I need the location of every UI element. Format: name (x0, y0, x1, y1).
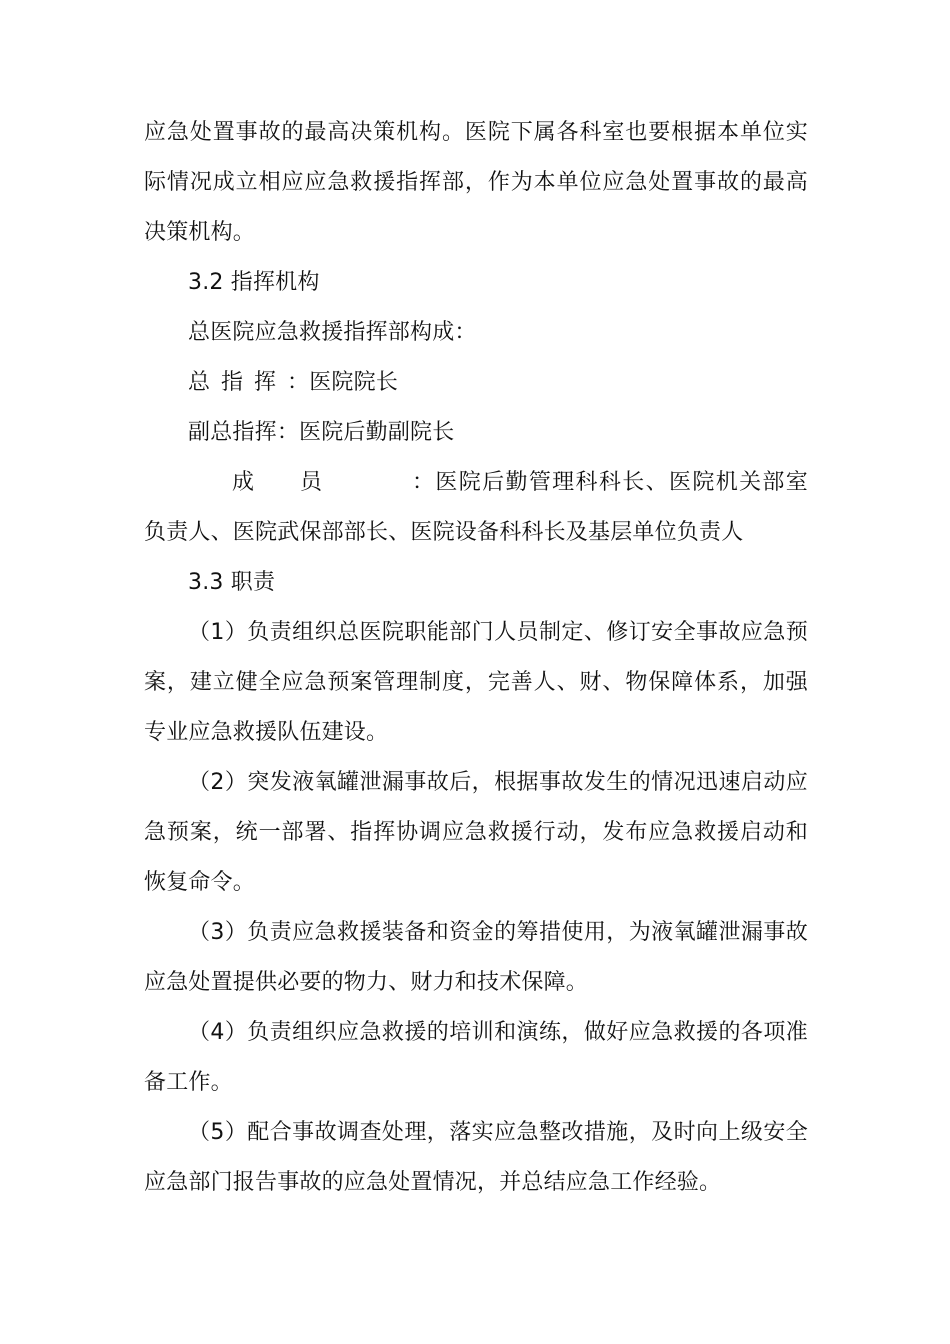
role-label: 总指挥 (188, 370, 288, 395)
role-separator: ： (287, 370, 310, 395)
duty-item: （5）配合事故调查处理，落实应急整改措施，及时向上级安全应急部门报告事故的应急处置情况，并总结应急工作经验。 (144, 1120, 808, 1195)
role-value: 医院后勤副院长 (299, 420, 455, 445)
role-label: 副总指挥 (188, 420, 277, 445)
duty-item: （4）负责组织应急救援的培训和演练，做好应急救援的各项准备工作。 (144, 1020, 808, 1095)
role-value: 医院后勤管理科科长、医院机关部室负责人、医院武保部部长、医院设备科科长及基层单位负责人 (144, 470, 808, 545)
duty-item: （1）负责组织总医院职能部门人员制定、修订安全事故应急预案，建立健全应急预案管理制度，完善人、财、物保障体系，加强专业应急救援队伍建设。 (144, 620, 808, 745)
intro-paragraph: 应急处置事故的最高决策机构。医院下属各科室也要根据本单位实际情况成立相应应急救援指挥部，作为本单位应急处置事故的最高决策机构。 (144, 120, 808, 245)
role-row-members (144, 458, 808, 558)
role-separator: ： (276, 420, 300, 445)
role-separator: ： (412, 470, 435, 495)
role-value: 医院院长 (309, 370, 399, 395)
duty-item: （3）负责应急救援装备和资金的筹措使用，为液氧罐泄漏事故应急处置提供必要的物力、财力和技术保障。 (144, 920, 808, 995)
role-row-deputy-commander (144, 408, 808, 458)
duty-item: （2）突发液氧罐泄漏事故后，根据事故发生的情况迅速启动应急预案，统一部署、指挥协调应急救援行动，发布应急救援启动和恢复命令。 (144, 770, 808, 895)
command-structure-lead: 总医院应急救援指挥部构成： (188, 320, 477, 345)
section-3-2-heading: 3.2 指挥机构 (188, 270, 320, 295)
document-body (144, 108, 808, 1208)
section-3-3-heading: 3.3 职责 (188, 570, 276, 595)
role-label: 成员 (232, 470, 369, 495)
role-row-commander (144, 358, 808, 408)
